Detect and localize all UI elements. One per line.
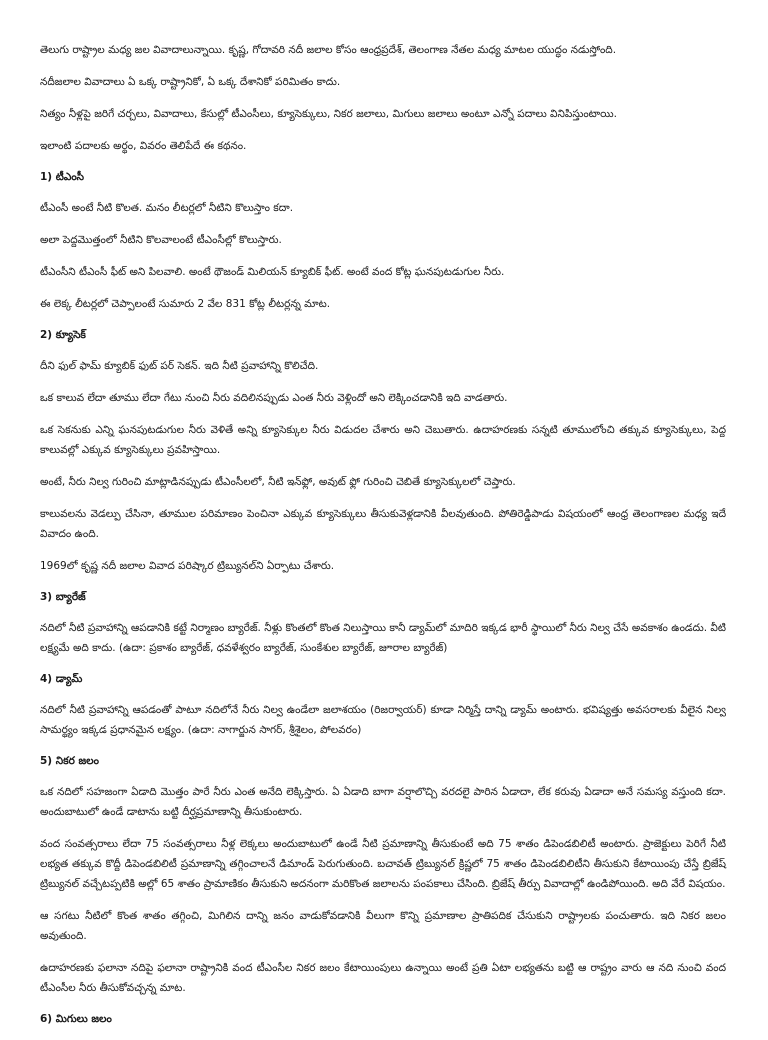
paragraph: అంటే, నీరు నిల్వ గురించి మాట్లాడినప్పుడు టీఎంసీలలో, నీటి ఇన్‌ఫ్లో, అవుట్ ఫ్లో గురించి చెబితే క్యూసెక్కులలో చెప్తారు. xyxy=(40,476,516,488)
paragraph: ఆ సగటు నీటిలో కొంత శాతం తగ్గించి, మిగిలిన దాన్ని జనం వాడుకోవడానికి వీలుగా కొన్ని ప్రమాణాల ప్రాతిపదిక చేసుకుని రాష్ట్రాలకు పంచుతారు. ఇది నికర జలం అవుతుంది. xyxy=(40,910,726,942)
paragraph: ఒక కాలువ లేదా తూము లేదా గేటు నుంచి నీరు వదిలినప్పుడు ఎంత నీరు వెళ్లిందో అని లెక్కించడానికి ఇది వాడతారు. xyxy=(40,392,508,404)
section-heading: 2) క్యూసెక్ xyxy=(40,329,86,341)
section-heading: 6) మిగులు జలం xyxy=(40,1013,112,1025)
paragraph: ఈ లెక్క లీటర్లలో చెప్పాలంటే సుమారు 2 వేల 831 కోట్ల లీటర్లన్న మాట. xyxy=(40,298,331,310)
paragraph: అలా పెద్దమొత్తంలో నీటిని కొలవాలంటే టీఎంసీల్లో కొలుస్తారు. xyxy=(40,234,282,246)
section-heading: 1) టీఎంసీ xyxy=(40,171,85,183)
document-page xyxy=(40,40,726,1040)
paragraph: దీని ఫుల్ ఫామ్ క్యూబిక్ ఫుట్ పర్ సెకన్. ఇది నీటి ప్రవాహాన్ని కొలిచేది. xyxy=(40,360,319,372)
paragraph: నదీజలాల వివాదాలు ఏ ఒక్క రాష్ట్రానికో, ఏ ఒక్క దేశానికో పరిమితం కాదు. xyxy=(40,76,341,88)
paragraph: ఇలాంటి పదాలకు అర్థం, వివరం తెలిపేదే ఈ కథనం. xyxy=(40,140,247,152)
paragraph: టీఎంసీ అంటే నీటి కొలత. మనం లీటర్లలో నీటిని కొలుస్తాం కదా. xyxy=(40,202,294,214)
paragraph: నిత్యం నీళ్లపై జరిగే చర్చలు, వివాదాలు, కేసుల్లో టీఎంసీలు, క్యూసెక్కులు, నికర జలాలు, మిగులు జలాలు అంటూ ఎన్నో పదాలు వినిపిస్తుంటాయి. xyxy=(40,108,617,120)
paragraph: ఉదాహరణకు ఫలానా నదిపై ఫలానా రాష్ట్రానికి వంద టీఎంసీల నికర జలం కేటాయింపులు ఉన్నాయి అంటే ప్రతి ఏటా లభ్యతను బట్టి ఆ రాష్ట్రం వారు ఆ నది నుంచి వంద టీఎంసీల నీరు తీసుకోవచ్చన్న మాట. xyxy=(40,962,726,994)
paragraph: నదిలో నీటి ప్రవాహాన్ని ఆపడానికి కట్టే నిర్మాణం బ్యారేజ్. నీళ్లు కొంతలో కొంత నిలుస్తాయి కానీ డ్యామ్‌లో మాదిరి ఇక్కడ భారీ స్థాయిలో నీరు నిల్వ చేసే అవకాశం ఉండదు. వీటి లక్ష్యమే అది కాదు. (ఉదా: ప్రకాశం బ్యారేజ్, ధవళేశ్వరం బ్యారేజ్, సుంకేశుల బ్యారేజ్, జూరాల బ్యారేజ్) xyxy=(40,622,726,654)
section-heading: 3) బ్యారేజ్ xyxy=(40,591,86,603)
paragraph: కాలువలను వెడల్పు చేసినా, తూముల పరిమాణం పెంచినా ఎక్కువ క్యూసెక్కులు తీసుకువెళ్లడానికి వీలవుతుంది. పోతిరెడ్డిపాడు విషయంలో ఆంధ్ర తెలంగాణల మధ్య ఇదే వివాదం ఉంది. xyxy=(40,508,726,540)
paragraph: నదిలో నీటి ప్రవాహాన్ని ఆపడంతో పాటూ నదిలోనే నీరు నిల్వ ఉండేలా జలాశయం (రిజర్వాయర్) కూడా నిర్మిస్తే దాన్ని డ్యామ్ అంటారు. భవిష్యత్తు అవసరాలకు వీలైన నిల్వ సామర్థ్యం ఇక్కడ ప్రధానమైన లక్ష్యం. (ఉదా: నాగార్జున సాగర్, శ్రీశైలం, పోలవరం) xyxy=(40,704,726,736)
paragraph: తెలుగు రాష్ట్రాల మధ్య జల వివాదాలున్నాయి. కృష్ణ, గోదావరి నదీ జలాల కోసం ఆంధ్రప్రదేశ్, తెలంగాణ నేతల మధ్య మాటల యుద్ధం నడుస్తోంది. xyxy=(40,44,617,56)
paragraph: 1969లో కృష్ణ నదీ జలాల వివాద పరిష్కార ట్రిబ్యునల్‌ని ఏర్పాటు చేశారు. xyxy=(40,560,335,572)
paragraph: ఒక సెకనుకు ఎన్ని ఘనపుటడుగుల నీరు వెళితే అన్ని క్యూసెక్కుల నీరు విడుదల చేశారు అని చెబుతారు. ఉదాహరణకు సన్నటి తూములోంచి తక్కువ క్యూసెక్కులు, పెద్ద కాలువల్లో ఎక్కువ క్యూసెక్కులు ప్రవహిస్తాయి. xyxy=(40,424,726,456)
section-heading: 5) నికర జలం xyxy=(40,755,99,767)
paragraph: ఒక నదిలో సహజంగా ఏడాది మొత్తం పారే నీరు ఎంత అనేది లెక్కిస్తారు. ఏ ఏడాది బాగా వర్షాలొచ్చి వరదలై పారిన ఏడాదా, లేక కరువు ఏడాదా అనే సమస్య వస్తుంది కదా. అందుబాటులో ఉండే డాటాను బట్టి దీర్ఘప్రమాణాన్ని తీసుకుంటారు. xyxy=(40,786,726,818)
paragraph: వంద సంవత్సరాలు లేదా 75 సంవత్సరాలు నీళ్ల లెక్కలు అందుబాటులో ఉండే నీటి ప్రమాణాన్ని తీసుకుంటే అది 75 శాతం డిపెండబిలిటీ అంటారు. ప్రాజెక్టులు పెరిగే నీటి లభ్యత తక్కువ కొద్దీ డిపెండబిలిటీ ప్రమాణాన్ని తగ్గించాలనే డిమాండ్ పెరుగుతుంది. బచావత్ ట్రిబ్యునల్ క్రిష్ణలో 75 శాతం డిపెండబిలిటీని తీసుకుని కేటాయింపు చేస్తే బ్రిజేష్ ట్రిబ్యునల్ వచ్చేటప్పటికి అల్లో 65 శాతం ప్రామాణికం తీసుకుని అదనంగా మరికొంత జలాలను పంపకాలు చేసింది. బ్రిజేష్ తీర్పు వివాదాల్లో ఉండిపోయింది. అది వేరే విషయం. xyxy=(40,838,726,890)
section-heading: 4) డ్యామ్ xyxy=(40,673,83,685)
paragraph: టీఎంసీని టీఎంసీ ఫీట్ అని పిలవాలి. అంటే థౌజండ్ మిలియన్ క్యూబిక్ ఫీట్. అంటే వంద కోట్ల ఘనపుటడుగుల నీరు. xyxy=(40,266,505,278)
